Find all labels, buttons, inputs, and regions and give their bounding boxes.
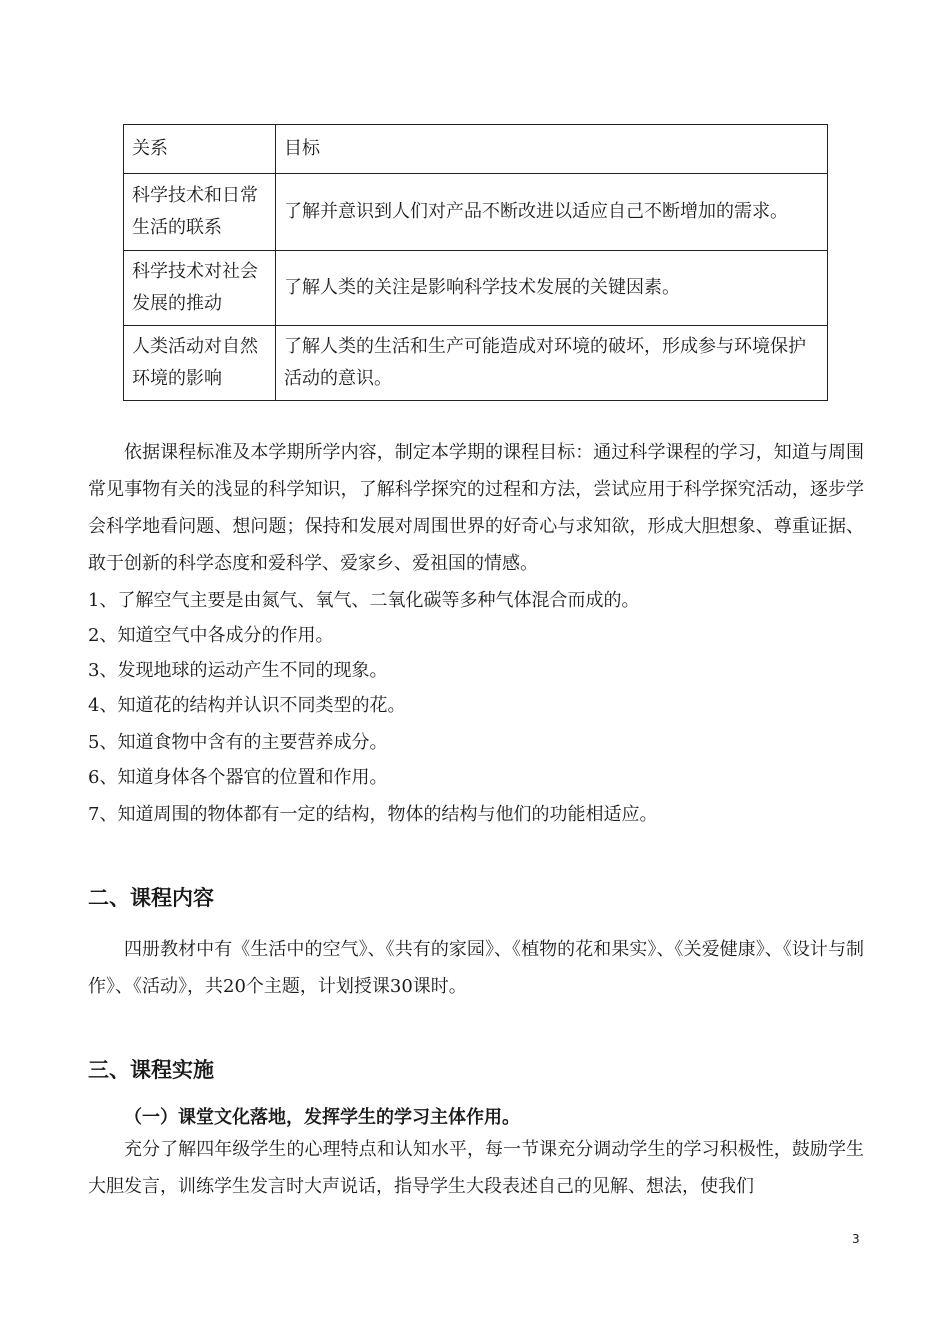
goal-item: 5、知道食物中含有的主要营养成分。 [88, 732, 388, 753]
table-header-row [124, 125, 828, 174]
goals-paragraph: 依据课程标准及本学期所学内容，制定本学期的课程目标：通过科学课程的学习，知道与周围常见事物有关的浅显的科学知识，了解科学探究的过程和方法，尝试应用于科学探究活动，逐步学会科学地看问题、想问题；保持和发展对周围世界的好奇心与求知欲，形成大胆想象、尊重证据、敢于创新的科学态度和爱科学、爱家乡、爱祖国的情感。 [88, 442, 864, 574]
table-cell-relation: 科学技术对社会发展的推动 [124, 251, 276, 326]
table-cell-goal: 了解并意识到人们对产品不断改进以适应自己不断增加的需求。 [276, 174, 828, 251]
relationship-goals-table [123, 124, 828, 401]
section-heading-implementation: 三、课程实施 [88, 1058, 214, 1082]
subsection-heading: （一）课堂文化落地，发挥学生的学习主体作用。 [124, 1107, 520, 1128]
goal-item: 4、知道花的结构并认识不同类型的花。 [88, 695, 406, 716]
table-cell-goal: 了解人类的关注是影响科学技术发展的关键因素。 [276, 251, 828, 326]
goal-item: 2、知道空气中各成分的作用。 [88, 625, 334, 646]
table-row [124, 174, 828, 251]
goal-item: 3、发现地球的运动产生不同的现象。 [88, 660, 388, 681]
table-cell-relation: 科学技术和日常生活的联系 [124, 174, 276, 251]
table-row [124, 251, 828, 326]
content-paragraph: 四册教材中有《生活中的空气》、《共有的家园》、《植物的花和果实》、《关爱健康》、《设计与制作》、《活动》，共20个主题，计划授课30课时。 [88, 939, 864, 997]
implementation-paragraph: 充分了解四年级学生的心理特点和认知水平，每一节课充分调动学生的学习积极性，鼓励学生大胆发言，训练学生发言时大声说话，指导学生大段表述自己的见解、想法，使我们 [88, 1139, 864, 1197]
goal-item: 6、知道身体各个器官的位置和作用。 [88, 767, 388, 788]
table-header-cell: 目标 [276, 125, 828, 174]
goal-item: 7、知道周围的物体都有一定的结构，物体的结构与他们的功能相适应。 [88, 804, 658, 825]
page-number: 3 [852, 1232, 860, 1246]
table-cell-goal: 了解人类的生活和生产可能造成对环境的破坏，形成参与环境保护活动的意识。 [276, 326, 828, 401]
goal-item: 1、了解空气主要是由氮气、氧气、二氧化碳等多种气体混合而成的。 [88, 590, 640, 611]
table-row [124, 326, 828, 401]
table-cell-relation: 人类活动对自然环境的影响 [124, 326, 276, 401]
section-heading-content: 二、课程内容 [88, 886, 214, 910]
table-header-cell: 关系 [124, 125, 276, 174]
